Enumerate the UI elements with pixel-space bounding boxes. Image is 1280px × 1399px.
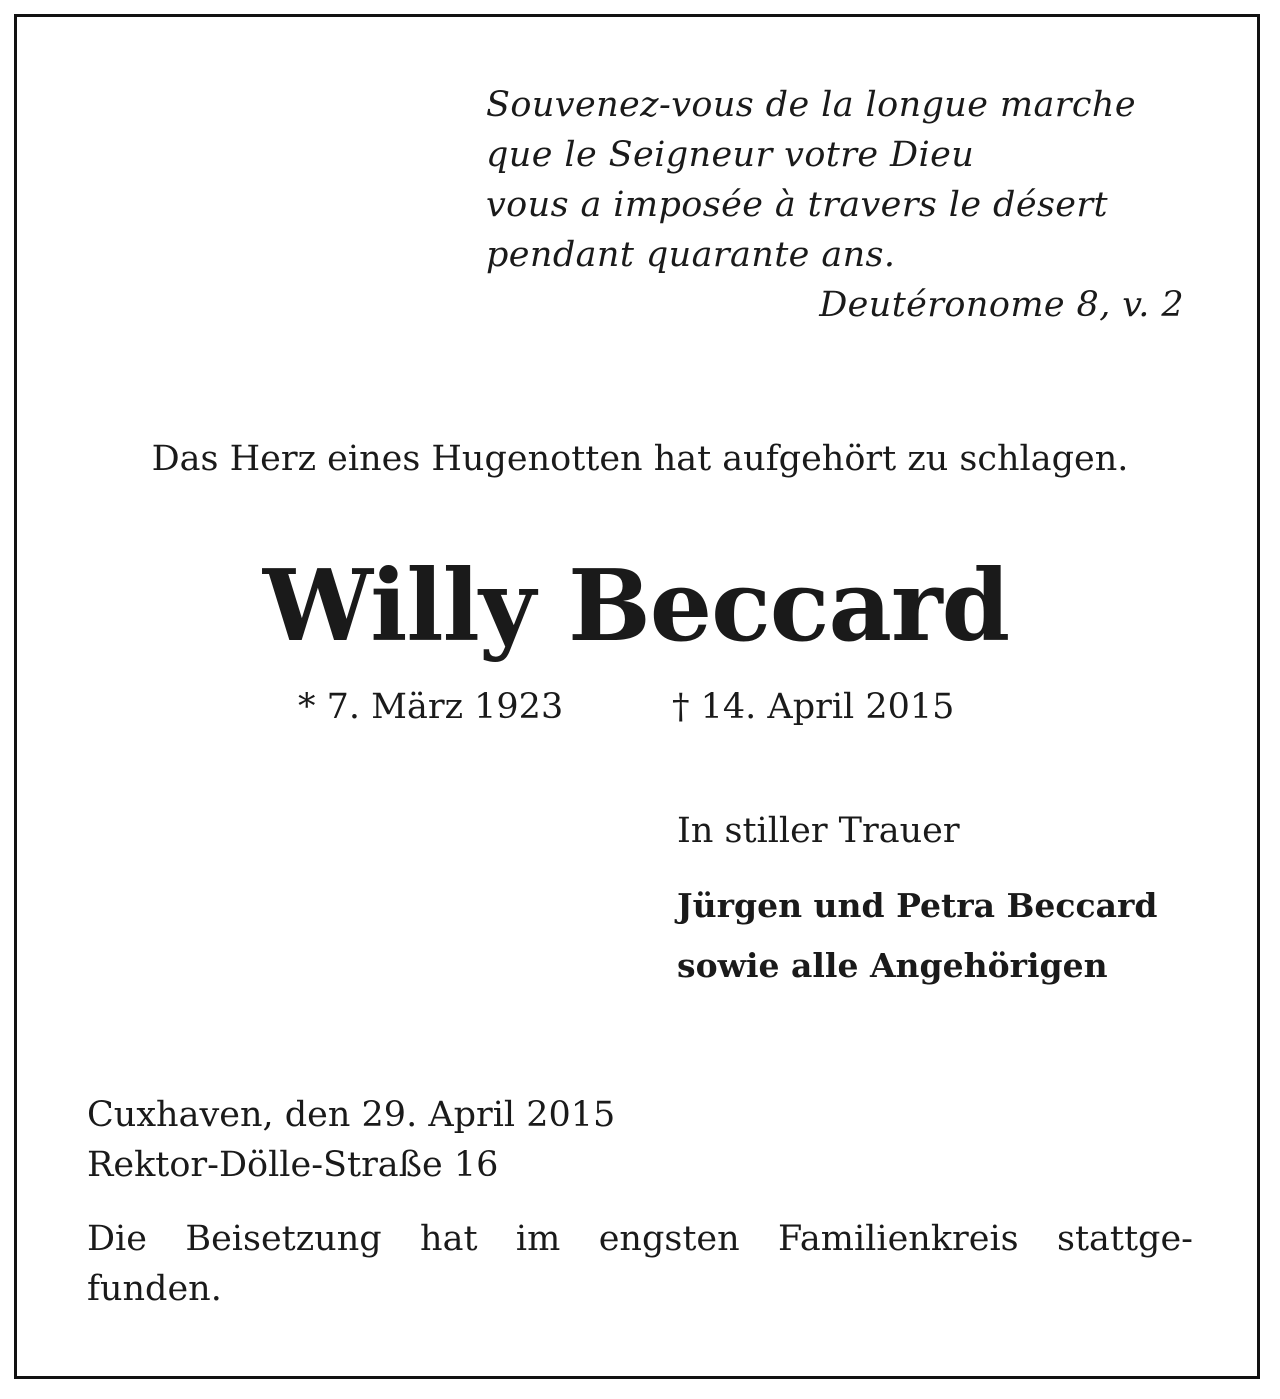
mourner-line: sowie alle Angehörigen (677, 946, 1108, 985)
burial-note-line: Die Beisetzung hat im engsten Familienkreis stattge- (87, 1219, 1193, 1259)
intro-sentence: Das Herz eines Hugenotten hat aufgehört zu schlagen. (151, 439, 1129, 479)
mourner-line: Jürgen und Petra Beccard (677, 886, 1158, 925)
verse-line: Souvenez-vous de la longue marche (486, 85, 1136, 125)
address: Rektor-Dölle-Straße 16 (87, 1145, 499, 1185)
birth-date: * 7. März 1923 (298, 687, 564, 727)
burial-note (87, 1214, 1193, 1314)
verse-line: pendant quarante ans. (486, 235, 896, 275)
mourners-list (677, 876, 1157, 996)
death-date: † 14. April 2015 (672, 687, 955, 727)
mourning-heading: In stiller Trauer (677, 811, 960, 851)
burial-note-line: funden. (87, 1269, 222, 1309)
verse-line: vous a imposée à travers le désert (486, 185, 1109, 225)
place-and-address (87, 1090, 615, 1190)
deceased-name: Willy Beccard (262, 549, 1010, 664)
place-date: Cuxhaven, den 29. April 2015 (87, 1095, 616, 1135)
verse-line: que le Seigneur votre Dieu (486, 135, 975, 175)
bible-verse (486, 80, 1196, 330)
verse-reference: Deutéronome 8, v. 2 (819, 285, 1184, 325)
